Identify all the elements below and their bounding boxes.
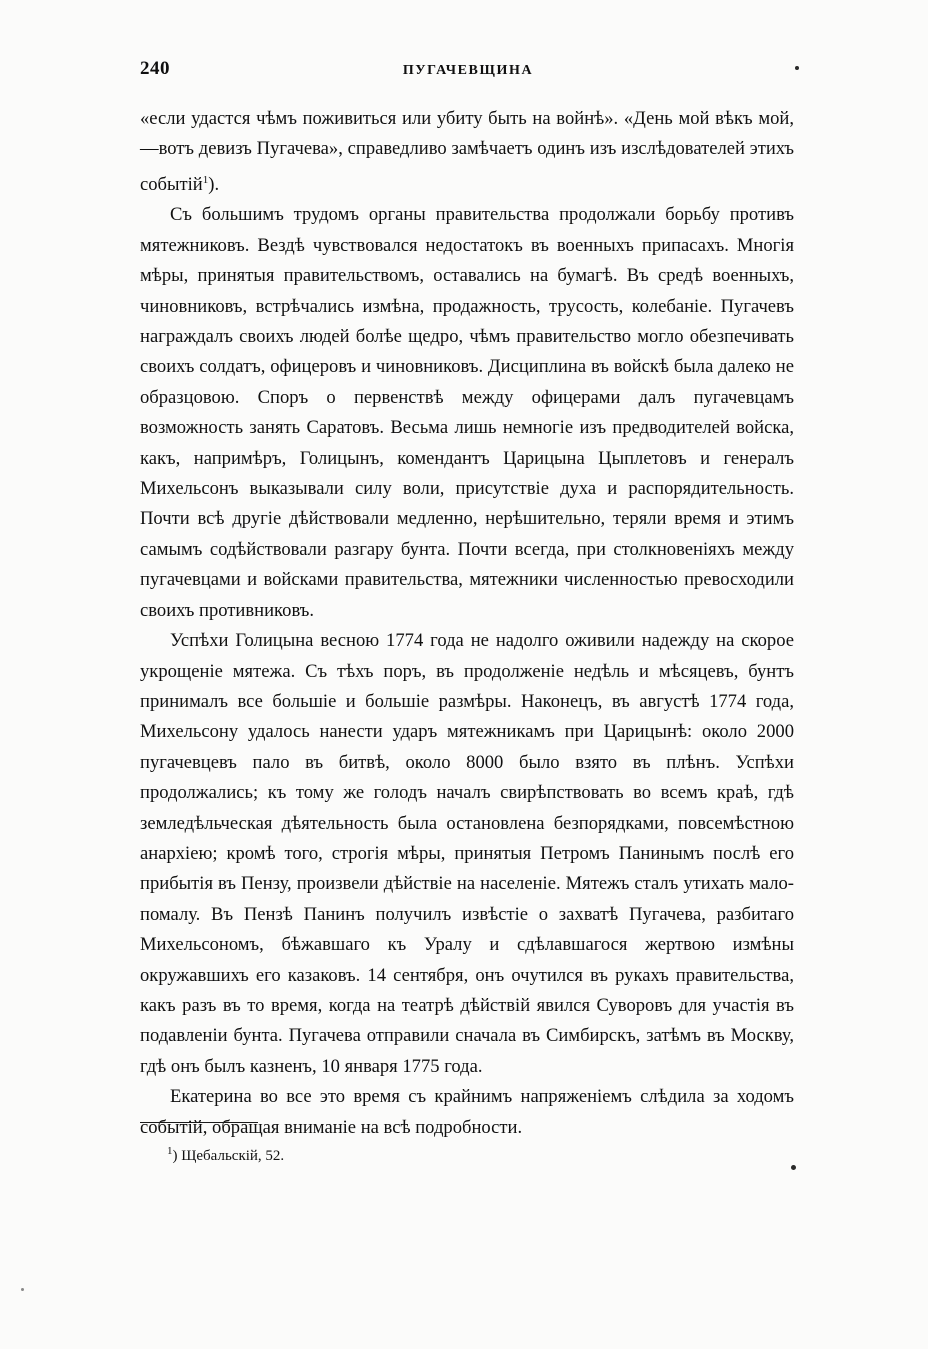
footnote-text: ) Щебальскій, 52. bbox=[172, 1148, 285, 1164]
paragraph-1-tail: ). bbox=[208, 174, 220, 195]
page-number: 240 bbox=[140, 58, 170, 79]
paragraph-2: Съ большимъ трудомъ органы правительства продолжали борьбу противъ мятежниковъ. Вездѣ чувствовался недостатокъ въ военныхъ припасахъ. Многія мѣры, принятыя правительствомъ, оставались на бумагѣ. Въ средѣ военныхъ, чиновниковъ, встрѣчались измѣна, продажность, трусость, колебаніе. Пугачевъ награждалъ своихъ людей болѣе щедро, чѣмъ правительство могло обезпечивать своихъ солдатъ, офицеровъ и чиновниковъ. Дисциплина въ войскѣ была далеко не образцовою. Споръ о первенствѣ между офицерами далъ пугачевцамъ возможность занять Саратовъ. Весьма лишь немногіе изъ предводителей войска, какъ, напримѣръ, Голицынъ, комендантъ Царицына Цыплетовъ и генералъ Михельсонъ выказывали силу воли, присутствіе духа и распорядительность. Почти всѣ другіе дѣйствовали медленно, нерѣшительно, теряли время и этимъ самымъ содѣйствовали разгару бунта. Почти всегда, при столкновеніяхъ между пугачевцами и войсками правительства, мятежники численностью превосходили своихъ противниковъ. bbox=[140, 204, 794, 621]
scan-speck-left bbox=[21, 1288, 24, 1291]
paragraph-1 bbox=[140, 104, 794, 200]
footnote-reference[interactable]: 1 bbox=[202, 173, 209, 186]
scan-speck-top bbox=[795, 66, 799, 70]
running-title: ПУГАЧЕВЩИНА bbox=[402, 63, 534, 78]
body-text bbox=[140, 104, 794, 1143]
footnote-divider bbox=[140, 1122, 258, 1123]
paragraph-1-text: «если удастся чѣмъ поживиться или убиту быть на войнѣ». «День мой вѣкъ мой,—вотъ девизъ Пугачева», справедливо замѣчаетъ одинъ изъ изслѣдователей этихъ событій bbox=[140, 108, 794, 195]
page-header bbox=[140, 58, 800, 80]
scan-speck-bottom bbox=[791, 1165, 796, 1170]
paragraph-3: Успѣхи Голицына весною 1774 года не надолго оживили надежду на скорое укрощеніе мятежа. Съ тѣхъ поръ, въ продолженіе недѣль и мѣсяцевъ, бунтъ принималъ все большіе и большіе размѣры. Наконецъ, въ августѣ 1774 года, Михельсону удалось нанести ударъ мятежникамъ при Царицынѣ: около 2000 пугачевцевъ пало въ битвѣ, около 8000 было взято въ плѣнъ. Успѣхи продолжались; къ тому же голодъ началъ свирѣпствовать во всемъ краѣ, гдѣ земледѣльческая дѣятельность была остановлена безпорядками, повсемѣстною анархіею; кромѣ того, строгія мѣры, принятыя Петромъ Панинымъ послѣ его прибытія въ Пензу, произвели дѣйствіе на населеніе. Мятежъ сталъ утихать мало-помалу. Въ Пензѣ Панинъ получилъ извѣстіе о захватѣ Пугачева, разбитаго Михельсономъ, бѣжавшаго къ Уралу и сдѣлавшагося жертвою измѣны окружавшихъ его казаковъ. 14 сентября, онъ очутился въ рукахъ правительства, какъ разъ въ то время, когда на театрѣ дѣйствій явился Суворовъ для участія въ подавленіи бунта. Пугачева отправили сначала въ Симбирскъ, затѣмъ въ Москву, гдѣ онъ былъ казненъ, 10 января 1775 года. bbox=[140, 630, 794, 1077]
footnote-marker: 1 bbox=[167, 1145, 173, 1157]
paragraph-4: Екатерина во все это время съ крайнимъ напряженіемъ слѣдила за ходомъ событій, обращая вниманіе на всѣ подробности. bbox=[140, 1086, 794, 1138]
footnote bbox=[140, 1140, 794, 1167]
